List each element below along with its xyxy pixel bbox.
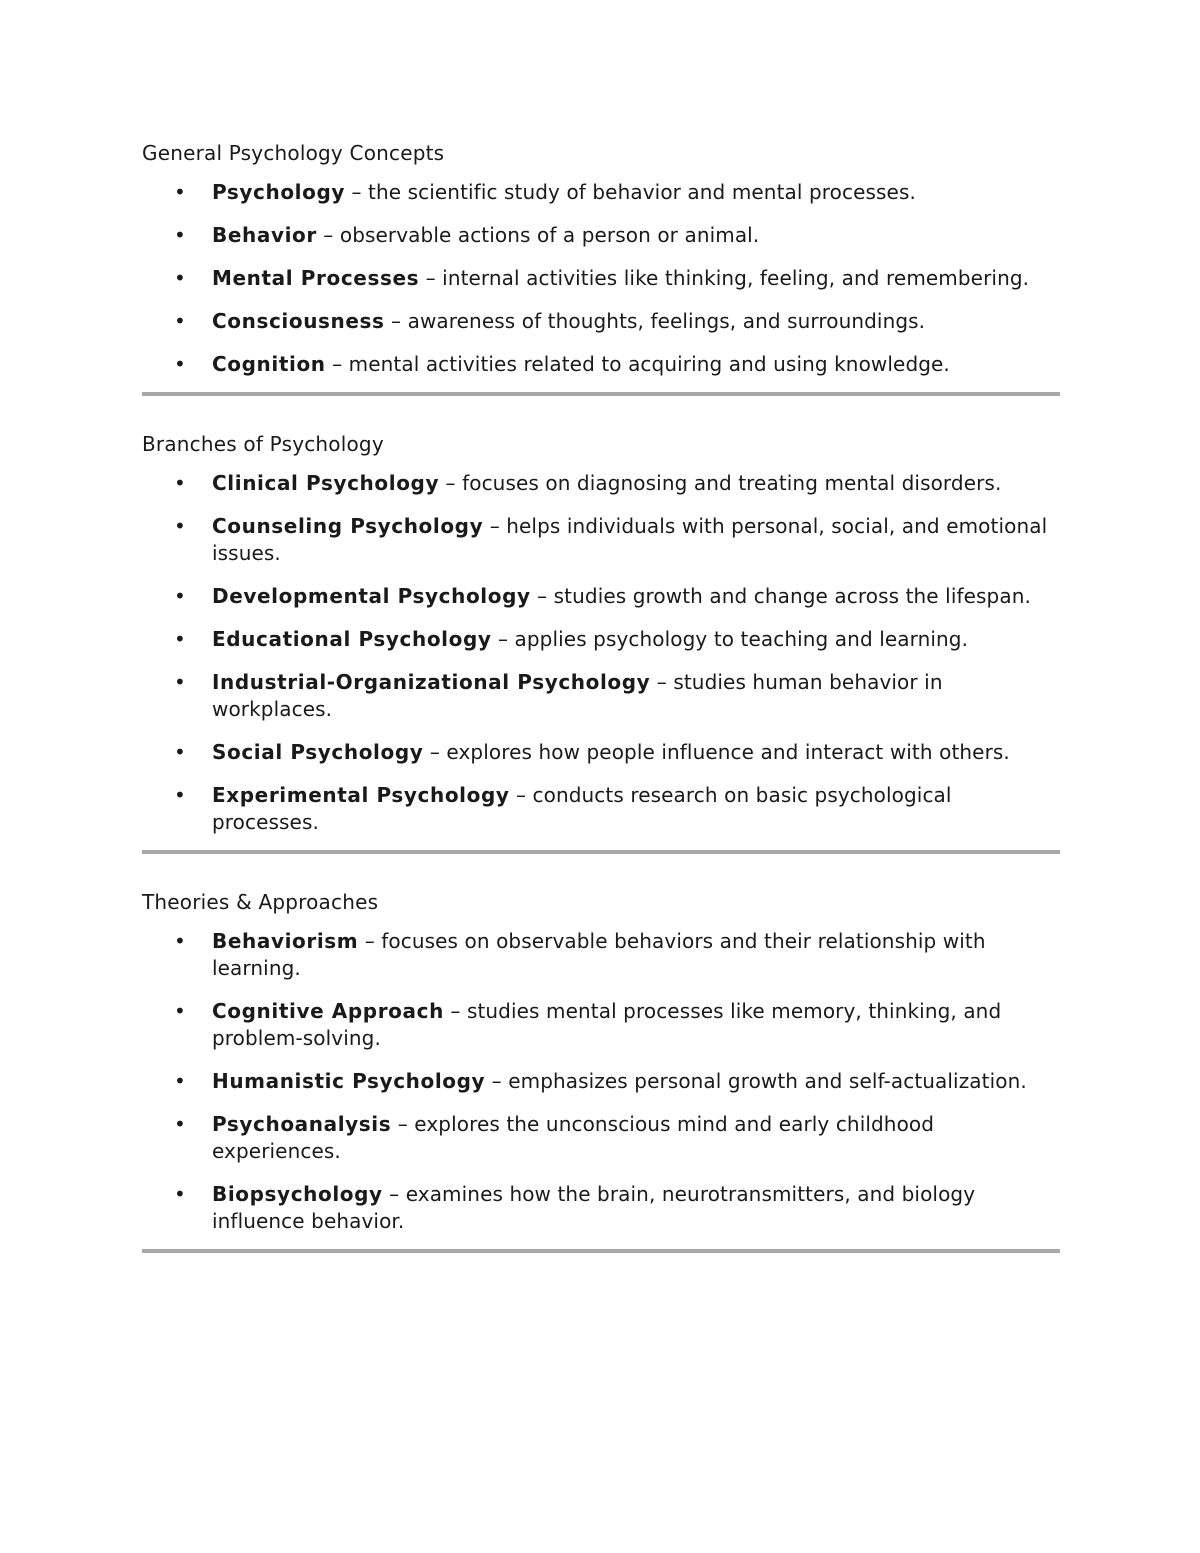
term-label: Behavior xyxy=(212,223,317,247)
term-definition: explores the unconscious mind and early childhood experiences. xyxy=(212,1112,935,1163)
separator: – xyxy=(485,1069,509,1093)
separator: – xyxy=(391,1112,415,1136)
separator: – xyxy=(439,471,463,495)
term-label: Psychology xyxy=(212,180,346,204)
term-label: Behaviorism xyxy=(212,929,359,953)
list-item xyxy=(142,513,1060,567)
bullet-icon: • xyxy=(174,266,186,290)
list-item xyxy=(142,626,1060,653)
bullet-icon: • xyxy=(174,627,186,651)
term-definition: explores how people influence and interact with others. xyxy=(446,740,1010,764)
separator: – xyxy=(650,670,674,694)
term-list xyxy=(142,928,1060,1235)
term-label: Experimental Psychology xyxy=(212,783,510,807)
term-list xyxy=(142,179,1060,378)
term-label: Mental Processes xyxy=(212,266,420,290)
section-theories xyxy=(142,890,1060,1253)
separator: – xyxy=(358,929,382,953)
term-definition: internal activities like thinking, feeling, and remembering. xyxy=(442,266,1030,290)
term-label: Biopsychology xyxy=(212,1182,383,1206)
bullet-icon: • xyxy=(174,309,186,333)
term-definition: the scientific study of behavior and mental processes. xyxy=(368,180,916,204)
list-item xyxy=(142,265,1060,292)
separator: – xyxy=(325,352,349,376)
section-divider xyxy=(142,850,1060,854)
separator: – xyxy=(419,266,443,290)
term-label: Humanistic Psychology xyxy=(212,1069,486,1093)
bullet-icon: • xyxy=(174,670,186,694)
term-definition: mental activities related to acquiring and using knowledge. xyxy=(348,352,950,376)
term-list xyxy=(142,470,1060,836)
term-definition: applies psychology to teaching and learning. xyxy=(514,627,969,651)
bullet-icon: • xyxy=(174,584,186,608)
document-page xyxy=(142,141,1060,1289)
bullet-icon: • xyxy=(174,514,186,538)
bullet-icon: • xyxy=(174,783,186,807)
separator: – xyxy=(509,783,533,807)
term-definition: awareness of thoughts, feelings, and surroundings. xyxy=(407,309,926,333)
term-definition: helps individuals with personal, social, and emotional issues. xyxy=(212,514,1048,565)
term-label: Consciousness xyxy=(212,309,385,333)
list-item xyxy=(142,782,1060,836)
bullet-icon: • xyxy=(174,740,186,764)
list-item xyxy=(142,179,1060,206)
section-branches xyxy=(142,432,1060,854)
bullet-icon: • xyxy=(174,1112,186,1136)
separator: – xyxy=(491,627,515,651)
term-label: Counseling Psychology xyxy=(212,514,484,538)
term-definition: focuses on diagnosing and treating mental disorders. xyxy=(462,471,1002,495)
list-item xyxy=(142,1181,1060,1235)
section-divider xyxy=(142,392,1060,396)
list-item xyxy=(142,308,1060,335)
list-item xyxy=(142,928,1060,982)
section-divider xyxy=(142,1249,1060,1253)
list-item xyxy=(142,1068,1060,1095)
term-definition: emphasizes personal growth and self-actualization. xyxy=(508,1069,1027,1093)
separator: – xyxy=(316,223,340,247)
list-item xyxy=(142,351,1060,378)
term-label: Developmental Psychology xyxy=(212,584,531,608)
bullet-icon: • xyxy=(174,223,186,247)
term-label: Cognitive Approach xyxy=(212,999,444,1023)
term-label: Social Psychology xyxy=(212,740,424,764)
separator: – xyxy=(483,514,507,538)
term-label: Educational Psychology xyxy=(212,627,492,651)
list-item xyxy=(142,1111,1060,1165)
list-item xyxy=(142,583,1060,610)
term-definition: studies mental processes like memory, thinking, and problem-solving. xyxy=(212,999,1002,1050)
term-label: Psychoanalysis xyxy=(212,1112,392,1136)
term-definition: examines how the brain, neurotransmitters, and biology influence behavior. xyxy=(212,1182,976,1233)
separator: – xyxy=(384,309,408,333)
term-label: Industrial-Organizational Psychology xyxy=(212,670,651,694)
list-item xyxy=(142,739,1060,766)
bullet-icon: • xyxy=(174,180,186,204)
bullet-icon: • xyxy=(174,1182,186,1206)
separator: – xyxy=(443,999,467,1023)
list-item xyxy=(142,470,1060,497)
separator: – xyxy=(345,180,369,204)
term-label: Cognition xyxy=(212,352,326,376)
separator: – xyxy=(530,584,554,608)
section-title: General Psychology Concepts xyxy=(142,141,445,165)
section-title: Theories & Approaches xyxy=(142,890,379,914)
term-definition: conducts research on basic psychological processes. xyxy=(212,783,952,834)
term-definition: focuses on observable behaviors and their relationship with learning. xyxy=(212,929,986,980)
list-item xyxy=(142,998,1060,1052)
separator: – xyxy=(382,1182,406,1206)
list-item xyxy=(142,669,1060,723)
separator: – xyxy=(423,740,447,764)
term-definition: observable actions of a person or animal. xyxy=(339,223,760,247)
bullet-icon: • xyxy=(174,352,186,376)
term-definition: studies human behavior in workplaces. xyxy=(212,670,943,721)
bullet-icon: • xyxy=(174,1069,186,1093)
bullet-icon: • xyxy=(174,471,186,495)
bullet-icon: • xyxy=(174,929,186,953)
bullet-icon: • xyxy=(174,999,186,1023)
term-label: Clinical Psychology xyxy=(212,471,440,495)
section-general-concepts xyxy=(142,141,1060,396)
section-title: Branches of Psychology xyxy=(142,432,384,456)
term-definition: studies growth and change across the lifespan. xyxy=(553,584,1031,608)
list-item xyxy=(142,222,1060,249)
